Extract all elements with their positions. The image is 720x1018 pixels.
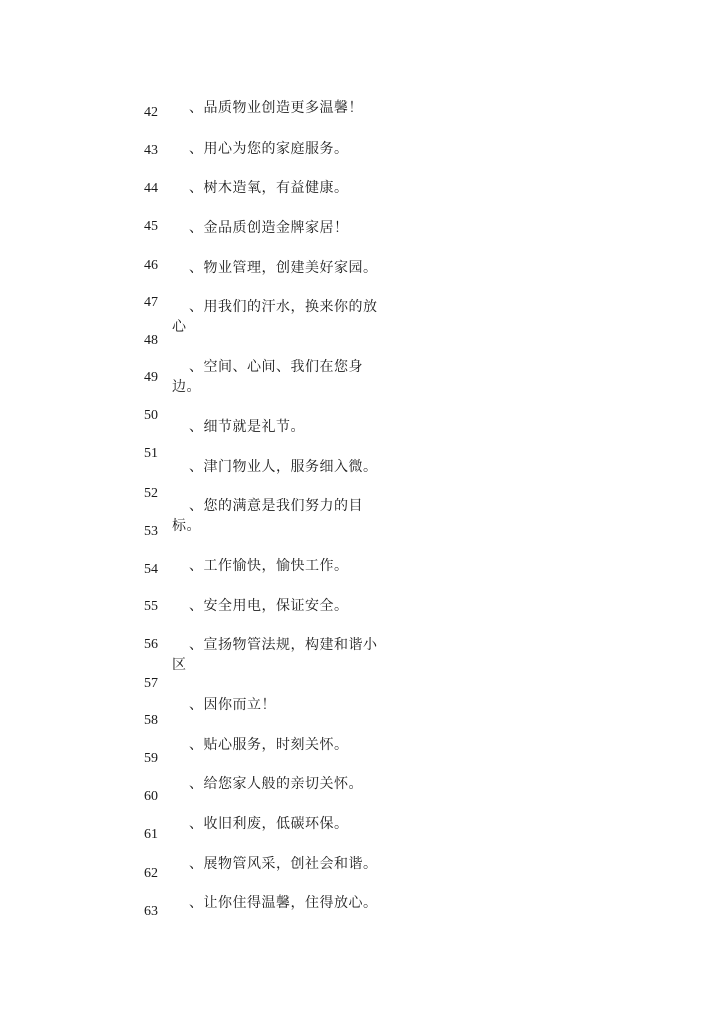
slogan-line-continued: 区 [172,657,187,673]
slogan-line: 、物业管理，创建美好家园。 [189,260,378,276]
slogan-line: 、您的满意是我们努力的目 [189,498,363,514]
slogan-line: 、品质物业创造更多温馨！ [189,100,363,116]
slogan-line: 、工作愉快，愉快工作。 [189,558,349,574]
slogan-line: 、贴心服务，时刻关怀。 [189,737,349,753]
slogan-line: 、让你住得温馨，住得放心。 [189,895,378,911]
slogan-line: 、给您家人般的亲切关怀。 [189,776,363,792]
line-number: 58 [144,713,158,728]
slogan-line: 、津门物业人，服务细入微。 [189,459,378,475]
slogan-line: 、树木造氧，有益健康。 [189,180,349,196]
line-number: 61 [144,827,158,842]
line-number: 62 [144,866,158,881]
line-number: 44 [144,181,158,196]
line-number: 42 [144,105,158,120]
line-number: 48 [144,333,158,348]
slogan-line: 、宣扬物管法规，构建和谐小 [189,637,378,653]
slogan-line: 、用心为您的家庭服务。 [189,141,349,157]
line-number: 46 [144,258,158,273]
line-number: 52 [144,486,158,501]
line-number: 63 [144,904,158,919]
line-number: 60 [144,789,158,804]
line-number: 43 [144,143,158,158]
line-number: 51 [144,446,158,461]
line-number: 47 [144,295,158,310]
line-number: 50 [144,408,158,423]
slogan-line: 、安全用电，保证安全。 [189,598,349,614]
line-number: 45 [144,219,158,234]
line-number: 49 [144,370,158,385]
slogan-line: 、细节就是礼节。 [189,419,305,435]
slogan-line-continued: 边。 [172,379,201,395]
line-number: 55 [144,599,158,614]
slogan-line-continued: 标。 [172,518,201,534]
slogan-line: 、金品质创造金牌家居！ [189,220,349,236]
line-number: 59 [144,751,158,766]
slogan-line: 、展物管风采，创社会和谐。 [189,856,378,872]
line-number: 57 [144,676,158,691]
slogan-line: 、用我们的汗水，换来你的放 [189,299,378,315]
line-number: 53 [144,524,158,539]
slogan-line-continued: 心 [172,319,187,335]
slogan-line: 、空间、心间、我们在您身 [189,359,363,375]
slogan-line: 、收旧利废，低碳环保。 [189,816,349,832]
slogan-line: 、因你而立！ [189,697,276,713]
line-number: 56 [144,637,158,652]
line-number: 54 [144,562,158,577]
